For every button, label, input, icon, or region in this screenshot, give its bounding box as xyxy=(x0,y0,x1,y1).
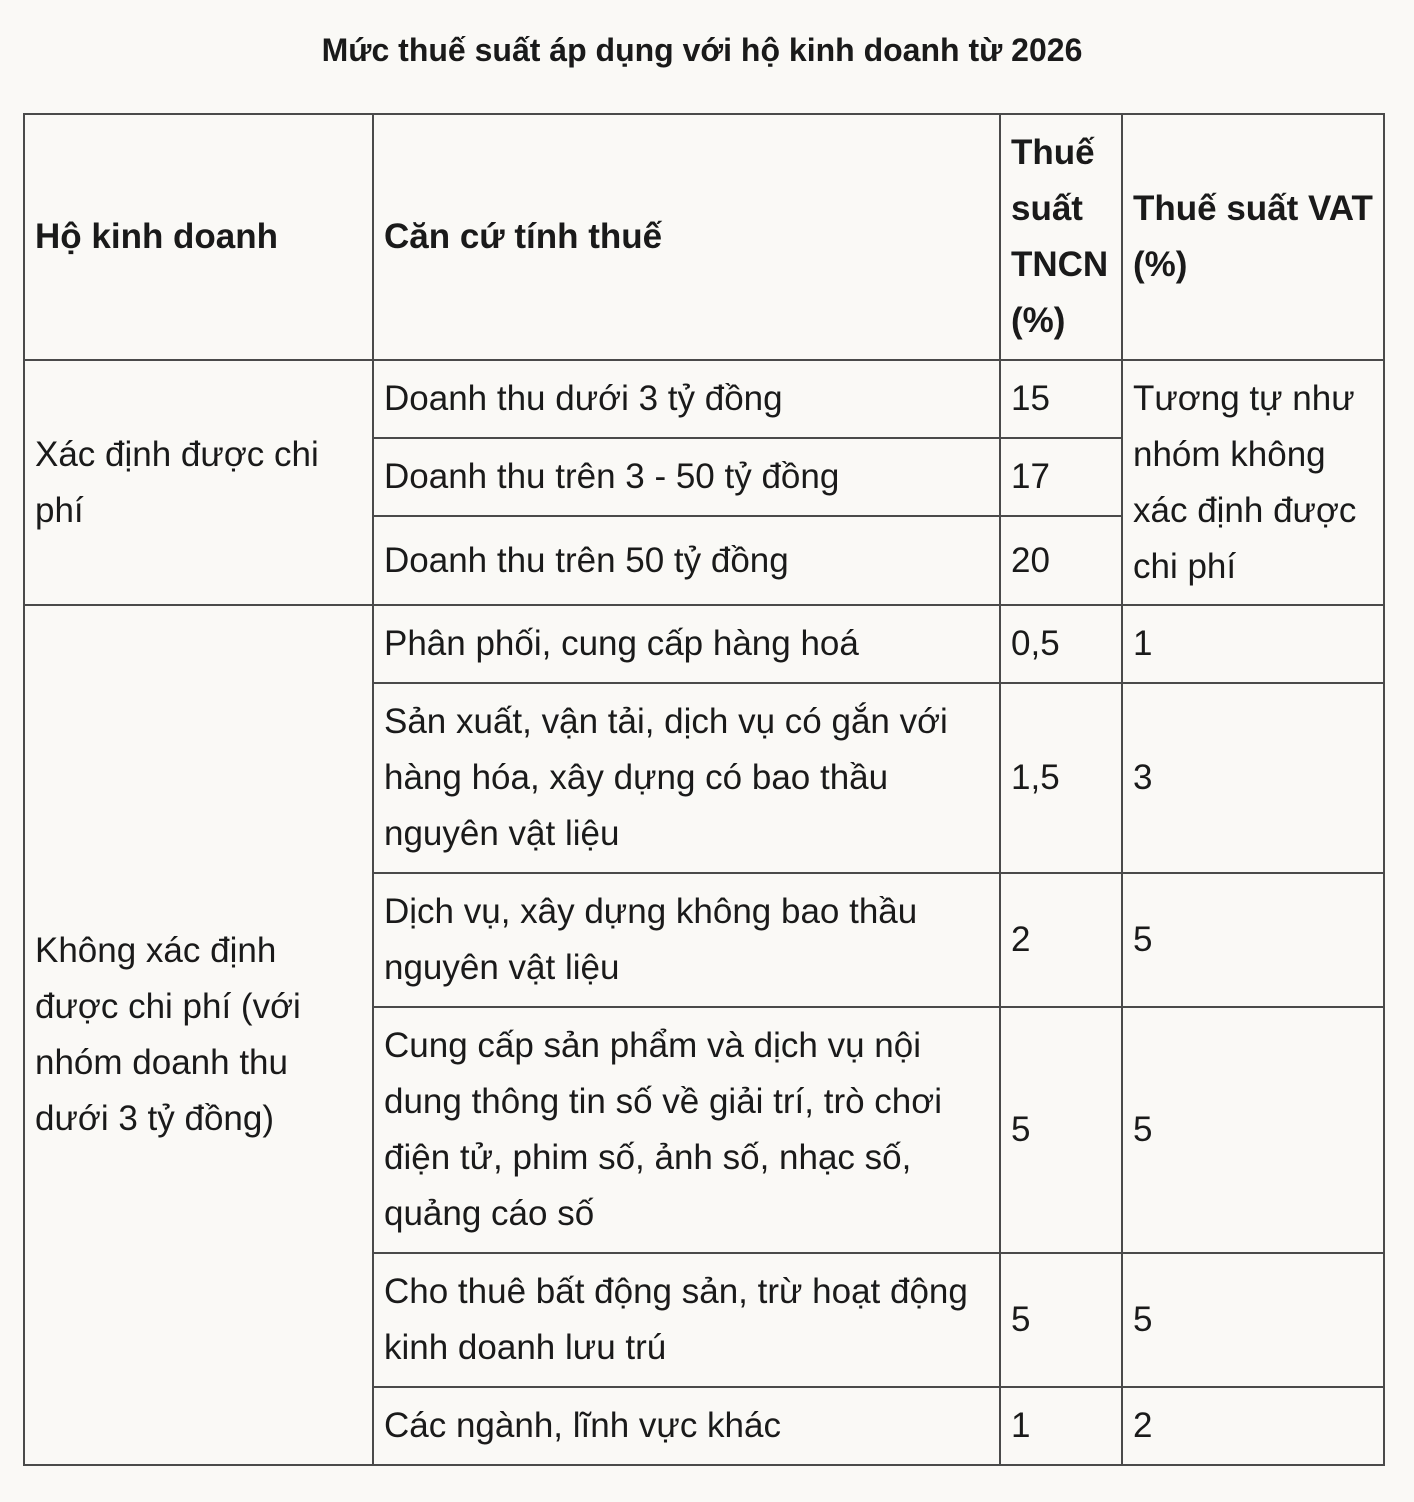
header-basis: Căn cứ tính thuế xyxy=(373,114,1000,360)
pit-cell: 1 xyxy=(1000,1387,1122,1465)
pit-cell: 2 xyxy=(1000,873,1122,1007)
basis-cell: Doanh thu dưới 3 tỷ đồng xyxy=(373,360,1000,438)
header-household: Hộ kinh doanh xyxy=(24,114,373,360)
group-name-cost-undetermined: Không xác định được chi phí (với nhóm doanh thu dưới 3 tỷ đồng) xyxy=(24,605,373,1465)
basis-cell: Sản xuất, vận tải, dịch vụ có gắn với hàng hóa, xây dựng có bao thầu nguyên vật liệu xyxy=(373,683,1000,873)
basis-cell: Doanh thu trên 3 - 50 tỷ đồng xyxy=(373,438,1000,516)
pit-cell: 20 xyxy=(1000,516,1122,605)
header-pit: Thuế suất TNCN (%) xyxy=(1000,114,1122,360)
vat-cell: 5 xyxy=(1122,1007,1384,1253)
pit-cell: 0,5 xyxy=(1000,605,1122,683)
pit-cell: 15 xyxy=(1000,360,1122,438)
basis-cell: Cho thuê bất động sản, trừ hoạt động kinh doanh lưu trú xyxy=(373,1253,1000,1387)
vat-cell: 3 xyxy=(1122,683,1384,873)
basis-cell: Cung cấp sản phẩm và dịch vụ nội dung thông tin số về giải trí, trò chơi điện tử, phim số, ảnh số, nhạc số, quảng cáo số xyxy=(373,1007,1000,1253)
page-title: Mức thuế suất áp dụng với hộ kinh doanh từ 2026 xyxy=(321,32,1083,68)
group-name-cost-determined: Xác định được chi phí xyxy=(24,360,373,605)
vat-cell: 1 xyxy=(1122,605,1384,683)
tax-rate-table xyxy=(23,113,1385,1466)
basis-cell: Phân phối, cung cấp hàng hoá xyxy=(373,605,1000,683)
table-row xyxy=(24,605,1384,683)
pit-cell: 5 xyxy=(1000,1253,1122,1387)
vat-cell: 2 xyxy=(1122,1387,1384,1465)
pit-cell: 5 xyxy=(1000,1007,1122,1253)
vat-cell: 5 xyxy=(1122,1253,1384,1387)
table-row xyxy=(24,360,1384,438)
pit-cell: 17 xyxy=(1000,438,1122,516)
vat-cell: 5 xyxy=(1122,873,1384,1007)
pit-cell: 1,5 xyxy=(1000,683,1122,873)
vat-note-cell: Tương tự như nhóm không xác định được chi phí xyxy=(1122,360,1384,605)
table-header-row xyxy=(24,114,1384,360)
basis-cell: Các ngành, lĩnh vực khác xyxy=(373,1387,1000,1465)
basis-cell: Dịch vụ, xây dựng không bao thầu nguyên vật liệu xyxy=(373,873,1000,1007)
header-vat: Thuế suất VAT (%) xyxy=(1122,114,1384,360)
basis-cell: Doanh thu trên 50 tỷ đồng xyxy=(373,516,1000,605)
